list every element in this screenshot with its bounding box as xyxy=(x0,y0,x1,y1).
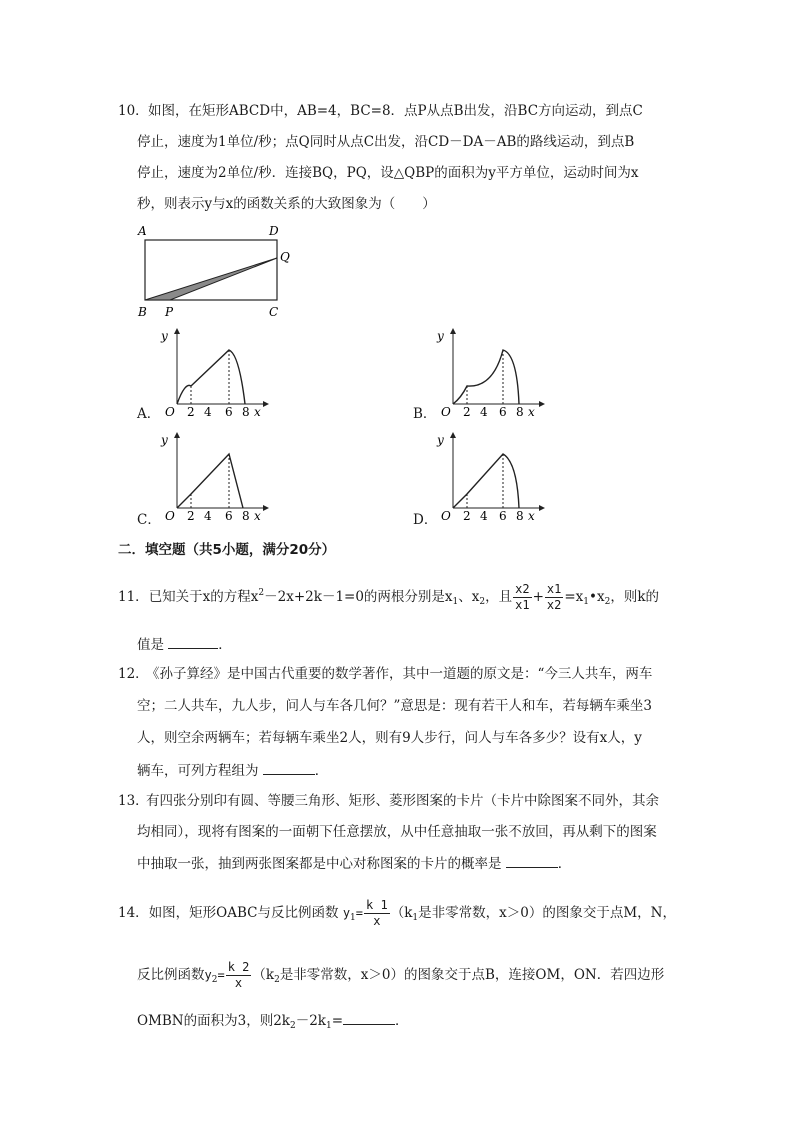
svg-text:2: 2 xyxy=(463,405,471,419)
q11-line2: 值是 ． xyxy=(137,634,232,655)
label-q: Q xyxy=(280,250,290,264)
shaded-triangle-qbp xyxy=(145,258,277,300)
label-d: D xyxy=(269,224,279,238)
option-a-curve xyxy=(177,350,245,404)
option-c-graph[interactable] xyxy=(155,428,270,524)
option-b-graph[interactable] xyxy=(431,324,546,420)
q10-line3: 停止，速度为2单位/秒．连接BQ，PQ，设△QBP的面积为y平方单位，运动时间为x xyxy=(137,165,639,181)
svg-text:O: O xyxy=(165,509,175,523)
q10-number: 10． xyxy=(118,103,149,119)
svg-text:y: y xyxy=(161,329,168,343)
q13-line3-wrap: 中抽取一张，抽到两张图案都是中心对称图案的卡片的概率是 ． xyxy=(137,853,571,874)
section-title: 二．填空题（共5小题，满分20分） xyxy=(118,542,336,558)
q11: 11．已知关于x的方程$x^2-2x+2k-1=0$的两根分别是$x_1$、$x_2$，且 $\frac{x2}{x1}$ + $\frac{x1}{x2}$ $=x_1•x_2$，则k的 xyxy=(118,582,660,612)
q10-line4: 秒，则表示y与x的函数关系的大致图象为（ ） xyxy=(137,196,436,212)
option-d-label[interactable]: D． xyxy=(413,512,438,528)
svg-text:x: x xyxy=(254,509,261,523)
q12-number: 12． xyxy=(118,666,149,682)
svg-text:4: 4 xyxy=(204,509,212,523)
svg-text:4: 4 xyxy=(480,405,488,419)
q14-line1: 14．如图，矩形OABC与反比例函数 $y_1=$ $\frac{k 1}{x}$ （$k_1$是非零常数，x＞0）的图象交于点M，N， xyxy=(118,898,676,928)
q14-line3: OMBN的面积为3，则$2k_2-2k_1=$ ． xyxy=(137,1010,409,1036)
svg-text:x: x xyxy=(254,405,261,419)
svg-text:x: x xyxy=(528,509,535,523)
svg-text:8: 8 xyxy=(516,509,524,523)
svg-text:6: 6 xyxy=(225,509,233,523)
q12-answer-blank[interactable] xyxy=(263,760,315,775)
svg-text:8: 8 xyxy=(516,405,524,419)
q14-line2: 反比例函数$y_2=$ $\frac{k 2}{x}$ （$k_2$是非零常数，x＞0）的图象交于点B，连接OM，ON．若四边形 xyxy=(137,960,665,990)
svg-text:4: 4 xyxy=(204,405,212,419)
svg-text:O: O xyxy=(441,405,451,419)
option-a-graph[interactable] xyxy=(155,324,270,420)
option-d-graph[interactable] xyxy=(431,428,546,524)
q14-answer-blank[interactable] xyxy=(343,1010,395,1025)
rect-abcd xyxy=(145,240,277,300)
q10-line1: 如图，在矩形ABCD中，AB=4，BC=8．点P从点B出发，沿BC方向运动，到点C xyxy=(148,103,643,119)
svg-text:2: 2 xyxy=(187,405,195,419)
q12-line1: 《孙子算经》是中国古代重要的数学著作，其中一道题的原文是：“今三人共车，两车 xyxy=(146,666,653,682)
option-c-label[interactable]: C． xyxy=(137,512,161,528)
svg-text:O: O xyxy=(165,405,175,419)
option-a-label[interactable]: A． xyxy=(137,406,161,422)
svg-text:2: 2 xyxy=(463,509,471,523)
option-b-curve xyxy=(453,350,519,404)
q13-line1: 有四张分别印有圆、等腰三角形、矩形、菱形图案的卡片（卡片中除图案不同外，其余 xyxy=(146,793,659,809)
option-b-label[interactable]: B． xyxy=(413,406,437,422)
q12-line3: 人，则空余两辆车；若每辆车乘坐2人，则有9人步行，问人与车各多少？设有x人，y xyxy=(137,730,642,746)
svg-text:6: 6 xyxy=(499,405,507,419)
svg-text:8: 8 xyxy=(242,509,250,523)
label-b: B xyxy=(138,305,147,319)
option-c-curve xyxy=(177,454,243,508)
svg-text:2: 2 xyxy=(187,509,195,523)
q13-answer-blank[interactable] xyxy=(506,853,558,868)
svg-text:y: y xyxy=(161,433,168,447)
q11-fraction-1: $\frac{x2}{x1}$ xyxy=(515,582,530,612)
q13-line2: 均相同），现将有图案的一面朝下任意摆放，从中任意抽取一张不放回，再从剩下的图案 xyxy=(137,824,657,840)
svg-text:6: 6 xyxy=(499,509,507,523)
svg-text:y: y xyxy=(437,329,444,343)
label-c: C xyxy=(269,305,279,319)
svg-text:4: 4 xyxy=(480,509,488,523)
option-d-curve xyxy=(453,454,519,508)
q13-number: 13． xyxy=(118,793,149,809)
q12-line2: 空；二人共车，九人步，问人与车各几何？”意思是：现有若干人和车，若每辆车乘坐3 xyxy=(137,698,652,714)
svg-text:6: 6 xyxy=(225,405,233,419)
q11-answer-blank[interactable] xyxy=(168,634,218,649)
q14-fraction-k2: $\frac{k 2}{x}$ xyxy=(227,960,250,990)
svg-text:8: 8 xyxy=(242,405,250,419)
q10-line2: 停止，速度为1单位/秒；点Q同时从点C出发，沿CD－DA－AB的路线运动，到点B xyxy=(137,134,635,150)
label-p: P xyxy=(165,305,174,319)
q14-fraction-k1: $\frac{k 1}{x}$ xyxy=(366,898,388,928)
q12-line4-wrap: 辆车，可列方程组为 ． xyxy=(137,760,328,781)
svg-text:y: y xyxy=(437,433,444,447)
q11-fraction-2: $\frac{x1}{x2}$ xyxy=(546,582,562,612)
label-a: A xyxy=(138,224,147,238)
svg-text:O: O xyxy=(441,509,451,523)
q10-rectangle-figure xyxy=(130,218,310,320)
svg-text:x: x xyxy=(528,405,535,419)
